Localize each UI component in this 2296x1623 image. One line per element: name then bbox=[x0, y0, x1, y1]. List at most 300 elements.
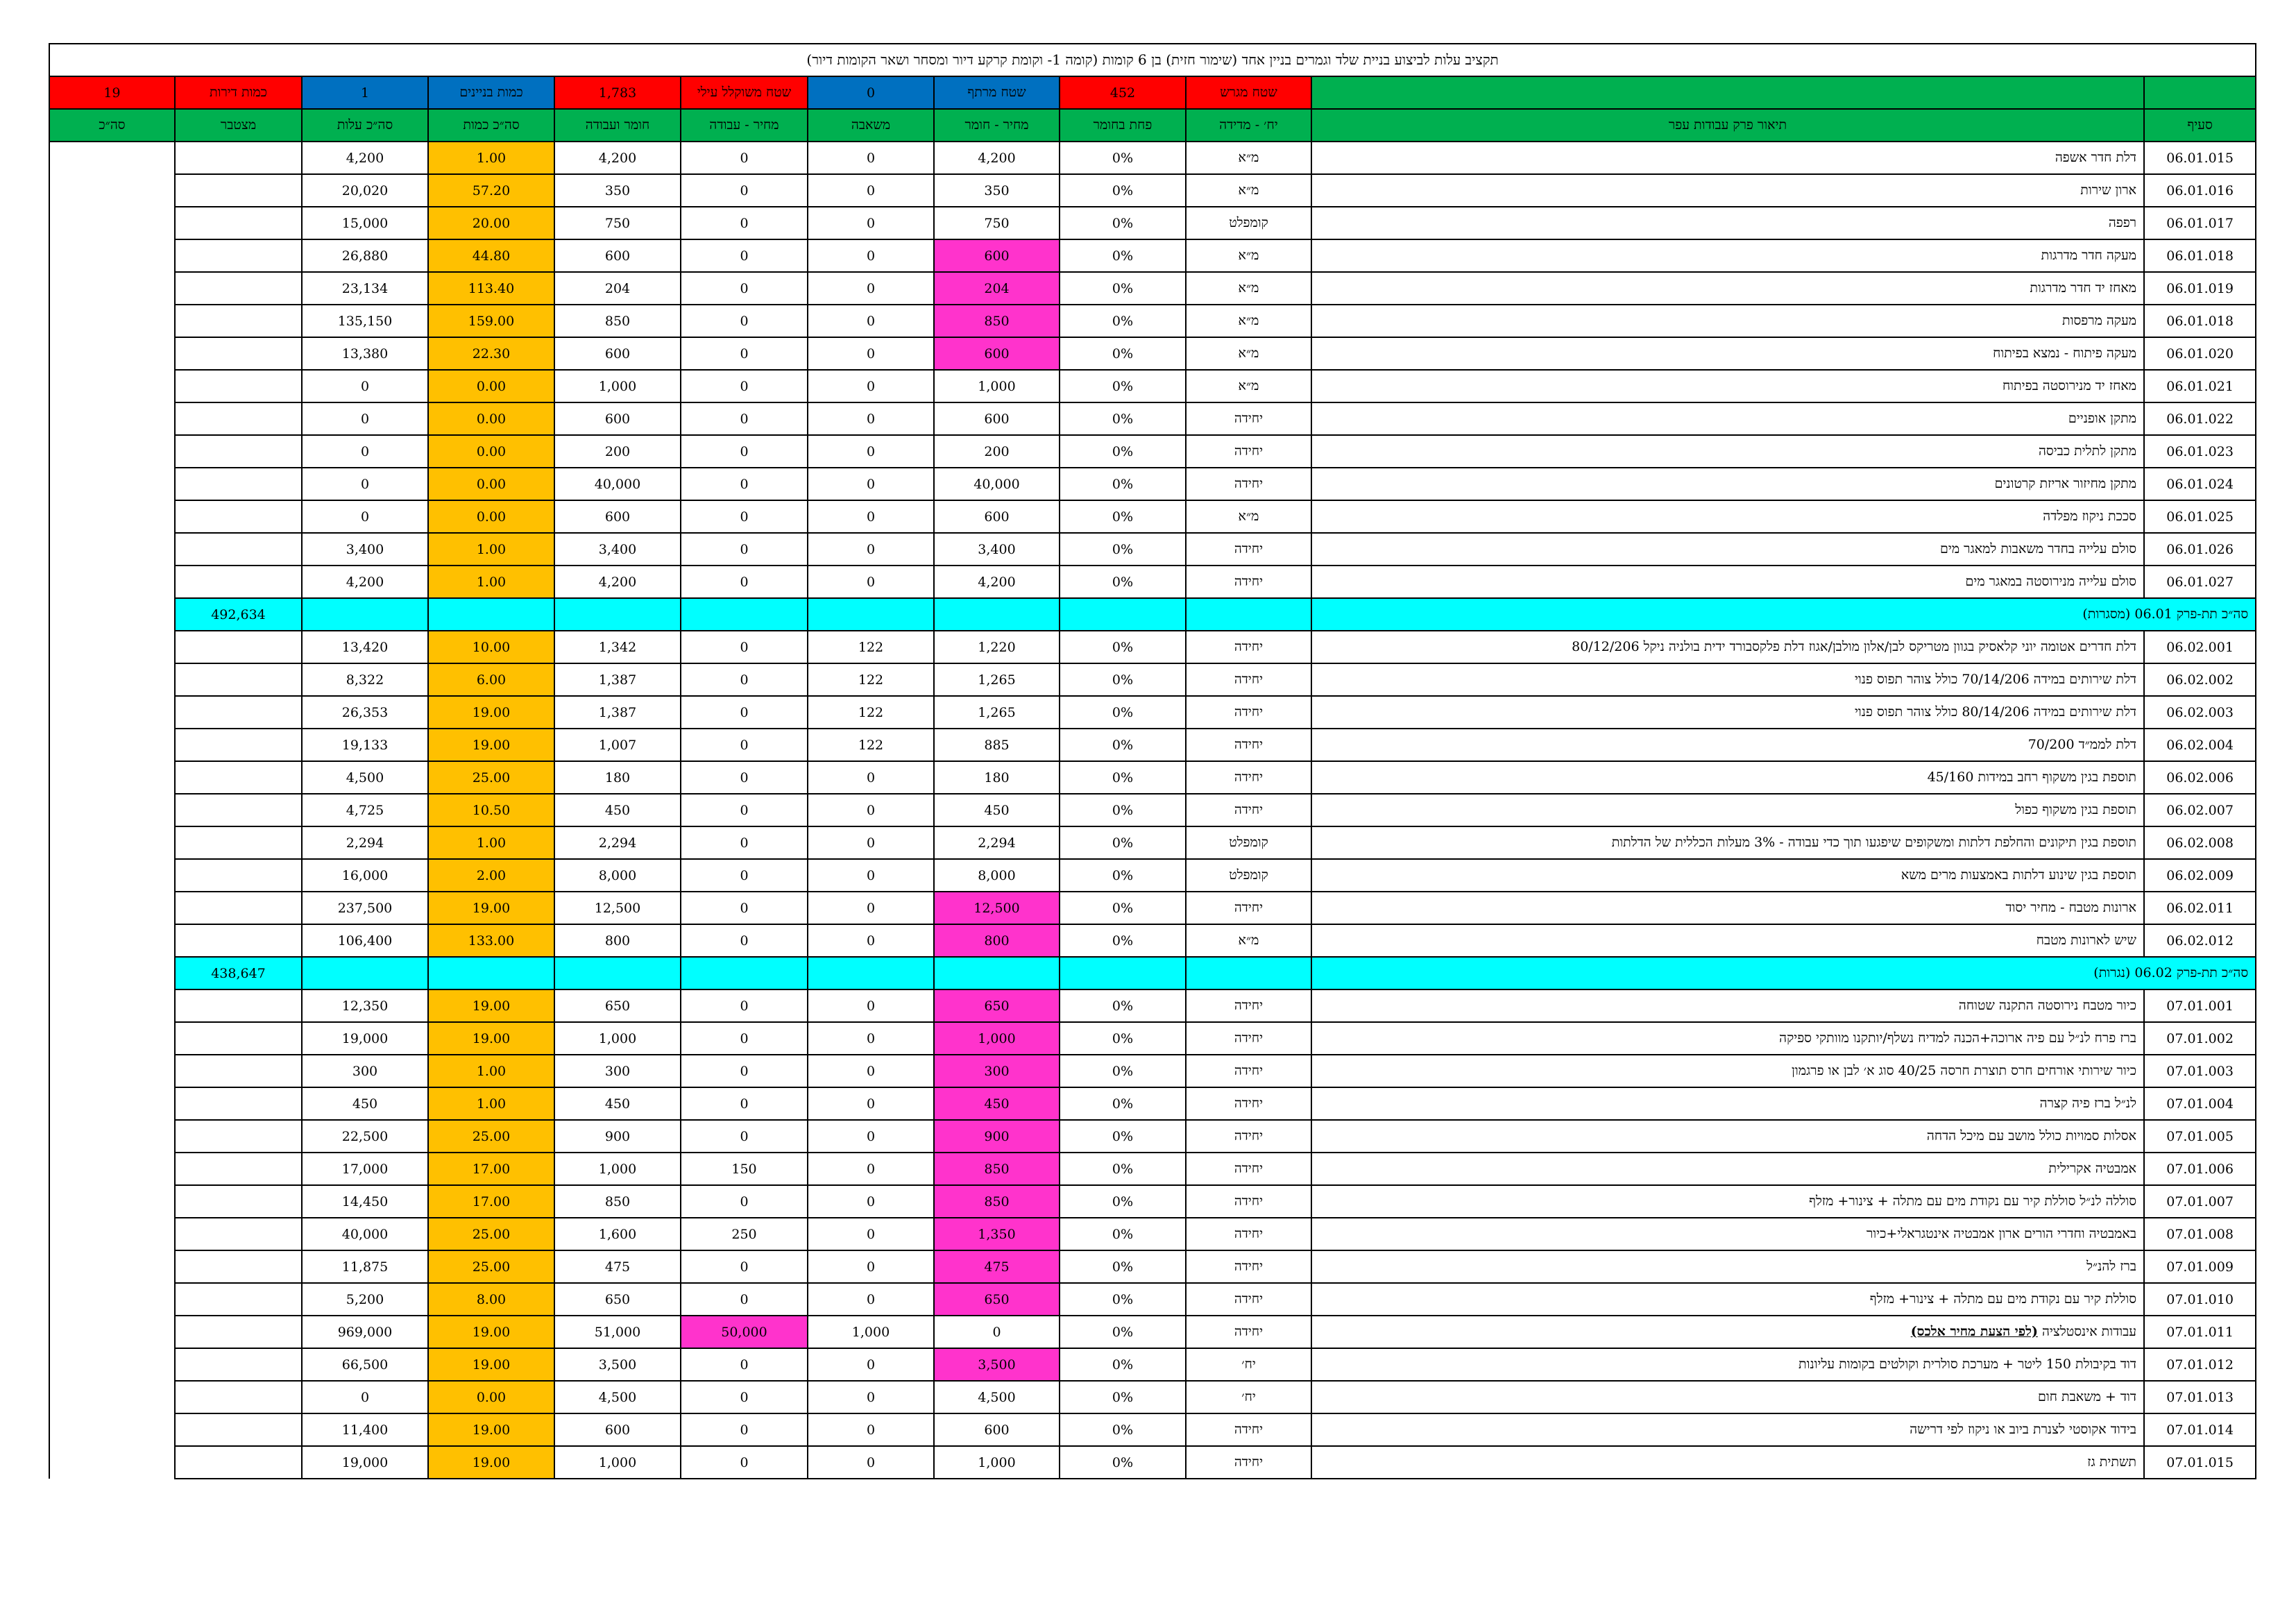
basement-area-label: שטח מרתף bbox=[934, 76, 1060, 109]
cell-waste: 0% bbox=[1060, 1250, 1186, 1283]
cell-pump: 0 bbox=[808, 468, 934, 500]
cell-total-cost: 11,875 bbox=[302, 1250, 428, 1283]
cell-labor-price: 0 bbox=[681, 1381, 808, 1413]
description-text: דלת לממ״ד 70/200 bbox=[2027, 737, 2136, 752]
col-header-total-cost: סה״כ עלות bbox=[302, 109, 428, 142]
cell-cumulative bbox=[175, 207, 302, 239]
cell-section-code: 07.01.008 bbox=[2144, 1218, 2256, 1250]
cell-material-price: 850 bbox=[934, 1153, 1060, 1185]
cell-description bbox=[1311, 1316, 2144, 1348]
cell-unit: מ״א bbox=[1186, 337, 1311, 370]
cell-pump: 0 bbox=[808, 826, 934, 859]
cell-cumulative bbox=[175, 337, 302, 370]
cell-waste: 0% bbox=[1060, 1022, 1186, 1055]
cell-section-code: 06.02.002 bbox=[2144, 663, 2256, 696]
cell-total bbox=[49, 566, 175, 598]
cell-total bbox=[49, 989, 175, 1022]
description-note: (לפי הצעת מחיר אלכס) bbox=[1910, 1324, 2038, 1339]
cell-section-code: 06.01.017 bbox=[2144, 207, 2256, 239]
subtotal-empty-cell bbox=[1060, 598, 1186, 631]
col-header-pump: משאבה bbox=[808, 109, 934, 142]
cell-pump: 0 bbox=[808, 1283, 934, 1316]
cell-description bbox=[1311, 989, 2144, 1022]
cell-total-cost: 3,400 bbox=[302, 533, 428, 566]
table-row bbox=[49, 1283, 2256, 1316]
cell-total bbox=[49, 1413, 175, 1446]
cell-section-code: 07.01.014 bbox=[2144, 1413, 2256, 1446]
col-header-description: תיאור פרק עבודות עפר bbox=[1311, 109, 2144, 142]
cell-pump: 0 bbox=[808, 305, 934, 337]
cell-pump: 0 bbox=[808, 1381, 934, 1413]
cell-description bbox=[1311, 174, 2144, 207]
weighted-area-value: 1,783 bbox=[554, 76, 681, 109]
cell-total-cost: 969,000 bbox=[302, 1316, 428, 1348]
cell-description bbox=[1311, 761, 2144, 794]
cell-material-price: 200 bbox=[934, 435, 1060, 468]
description-text: אסלות סמויות כולל מושב עם מיכל הדחה bbox=[1926, 1128, 2136, 1144]
cell-waste: 0% bbox=[1060, 500, 1186, 533]
description-text: מעקה חדר מדרגות bbox=[2041, 248, 2136, 263]
cell-material-labor: 350 bbox=[554, 174, 681, 207]
cell-unit: יחידה bbox=[1186, 533, 1311, 566]
cell-pump: 0 bbox=[808, 1218, 934, 1250]
description-text: סולם עלייה מנירוסטה במאגר מים bbox=[1965, 574, 2136, 589]
cell-description bbox=[1311, 826, 2144, 859]
cell-material-labor: 3,400 bbox=[554, 533, 681, 566]
cell-cumulative bbox=[175, 761, 302, 794]
cell-description bbox=[1311, 663, 2144, 696]
cell-cumulative bbox=[175, 142, 302, 174]
cell-cumulative bbox=[175, 174, 302, 207]
cell-cumulative bbox=[175, 794, 302, 826]
table-row bbox=[49, 1316, 2256, 1348]
cell-material-labor: 51,000 bbox=[554, 1316, 681, 1348]
cell-total bbox=[49, 1446, 175, 1479]
cell-quantity: 19.00 bbox=[428, 1316, 554, 1348]
cell-waste: 0% bbox=[1060, 761, 1186, 794]
cell-cumulative bbox=[175, 924, 302, 957]
cell-pump: 0 bbox=[808, 207, 934, 239]
cell-cumulative bbox=[175, 631, 302, 663]
cell-cumulative: 492,634 bbox=[175, 598, 302, 631]
description-text: מעקה מרפסות bbox=[2062, 313, 2136, 328]
cell-total bbox=[49, 402, 175, 435]
cell-total bbox=[49, 305, 175, 337]
description-text: מתקן לתלית כביסה bbox=[2038, 443, 2136, 459]
cell-section-code: 06.02.004 bbox=[2144, 729, 2256, 761]
budget-sheet bbox=[49, 43, 2255, 1556]
cell-cumulative bbox=[175, 892, 302, 924]
col-header-section: סעיף bbox=[2144, 109, 2256, 142]
description-text: תוספת בגין משקוף רחב במידות 45/160 bbox=[1927, 770, 2136, 785]
description-text: דלת חדרים אטומה יוני קלאסיק בגוון מטריקס לבן/אלון מולבן/אגוז דלת פלקסבורד ידית בולניה ניקל 80/12/206 bbox=[1572, 639, 2136, 654]
subtotal-label: סה״כ תת-פרק 06.01 (מסגרות) bbox=[1311, 598, 2256, 631]
cell-quantity: 8.00 bbox=[428, 1283, 554, 1316]
cell-material-price: 600 bbox=[934, 337, 1060, 370]
cell-pump: 0 bbox=[808, 1446, 934, 1479]
description-text: כיור שירותי אורחים חרס תוצרת חרסה 40/25 סוג א׳ לבן או פרגמון bbox=[1792, 1063, 2136, 1078]
cell-total bbox=[49, 957, 175, 989]
cell-section-code: 06.01.021 bbox=[2144, 370, 2256, 402]
cell-quantity: 10.50 bbox=[428, 794, 554, 826]
cell-unit: יחידה bbox=[1186, 1446, 1311, 1479]
cell-material-labor: 204 bbox=[554, 272, 681, 305]
cell-description bbox=[1311, 631, 2144, 663]
table-row bbox=[49, 239, 2256, 272]
description-text: באמבטיה וחדרי הורים ארון אמבטיה אינטגראלי+כיור bbox=[1866, 1226, 2136, 1241]
cell-pump: 0 bbox=[808, 337, 934, 370]
cell-unit: יחידה bbox=[1186, 402, 1311, 435]
cell-labor-price: 0 bbox=[681, 1250, 808, 1283]
cell-total-cost: 19,133 bbox=[302, 729, 428, 761]
cell-pump: 0 bbox=[808, 892, 934, 924]
cell-pump: 0 bbox=[808, 1120, 934, 1153]
cell-total-cost: 19,000 bbox=[302, 1446, 428, 1479]
cell-pump: 0 bbox=[808, 794, 934, 826]
cell-material-price: 450 bbox=[934, 1087, 1060, 1120]
cell-total-cost: 17,000 bbox=[302, 1153, 428, 1185]
cell-cumulative bbox=[175, 1218, 302, 1250]
column-header-row bbox=[49, 109, 2256, 142]
cell-cumulative bbox=[175, 1153, 302, 1185]
cell-total-cost: 0 bbox=[302, 435, 428, 468]
cell-quantity: 20.00 bbox=[428, 207, 554, 239]
subtotal-empty-cell bbox=[302, 598, 428, 631]
table-row bbox=[49, 826, 2256, 859]
cell-quantity: 19.00 bbox=[428, 1446, 554, 1479]
cell-section-code: 06.02.008 bbox=[2144, 826, 2256, 859]
cell-material-labor: 1,000 bbox=[554, 370, 681, 402]
cell-labor-price: 250 bbox=[681, 1218, 808, 1250]
cell-material-price: 600 bbox=[934, 239, 1060, 272]
cell-quantity: 25.00 bbox=[428, 1218, 554, 1250]
cell-material-price: 475 bbox=[934, 1250, 1060, 1283]
cell-description bbox=[1311, 272, 2144, 305]
cell-unit: קומפלט bbox=[1186, 826, 1311, 859]
cell-total bbox=[49, 1120, 175, 1153]
description-text: שיש לארונות מטבח bbox=[2036, 933, 2136, 948]
cell-waste: 0% bbox=[1060, 468, 1186, 500]
cell-material-price: 850 bbox=[934, 305, 1060, 337]
cell-quantity: 0.00 bbox=[428, 402, 554, 435]
description-text: בידוד אקוסטי לצנרת ביוב או ניקוז לפי דרישה bbox=[1910, 1422, 2136, 1437]
cell-pump: 0 bbox=[808, 566, 934, 598]
cell-quantity: 19.00 bbox=[428, 1022, 554, 1055]
description-text: מתקן מחיזור אריזת קרטונים bbox=[1994, 476, 2136, 491]
cell-unit: יחידה bbox=[1186, 1218, 1311, 1250]
cell-waste: 0% bbox=[1060, 207, 1186, 239]
cell-section-code: 06.02.007 bbox=[2144, 794, 2256, 826]
col-header-waste: פחת בחומר bbox=[1060, 109, 1186, 142]
cell-material-labor: 650 bbox=[554, 989, 681, 1022]
cell-material-labor: 1,600 bbox=[554, 1218, 681, 1250]
cell-total bbox=[49, 272, 175, 305]
cell-cumulative bbox=[175, 1120, 302, 1153]
cell-waste: 0% bbox=[1060, 924, 1186, 957]
cell-material-price: 0 bbox=[934, 1316, 1060, 1348]
cell-material-price: 1,265 bbox=[934, 663, 1060, 696]
cell-material-labor: 1,387 bbox=[554, 696, 681, 729]
cell-waste: 0% bbox=[1060, 859, 1186, 892]
description-text: ברז פרח לנ״ל עם פיה ארוכה+הכנה למדיח נשלף/יותקנו מוותקי ספיקה bbox=[1779, 1030, 2136, 1046]
description-text: לנ״ל ברז פיה קצרה bbox=[2039, 1096, 2136, 1111]
cell-material-labor: 2,294 bbox=[554, 826, 681, 859]
cell-total bbox=[49, 924, 175, 957]
cell-waste: 0% bbox=[1060, 696, 1186, 729]
cell-material-labor: 300 bbox=[554, 1055, 681, 1087]
cell-section-code: 07.01.012 bbox=[2144, 1348, 2256, 1381]
cell-section-code: 07.01.011 bbox=[2144, 1316, 2256, 1348]
cell-cumulative bbox=[175, 370, 302, 402]
cell-quantity: 2.00 bbox=[428, 859, 554, 892]
cell-total-cost: 23,134 bbox=[302, 272, 428, 305]
cell-cumulative bbox=[175, 1283, 302, 1316]
cell-material-labor: 1,342 bbox=[554, 631, 681, 663]
cell-section-code: 07.01.015 bbox=[2144, 1446, 2256, 1479]
cell-labor-price: 0 bbox=[681, 859, 808, 892]
description-text: עבודות אינסטלציה bbox=[2037, 1324, 2136, 1339]
description-text: דלת חדר אשפה bbox=[2055, 150, 2136, 165]
table-row bbox=[49, 892, 2256, 924]
cell-total-cost: 4,500 bbox=[302, 761, 428, 794]
cell-material-labor: 650 bbox=[554, 1283, 681, 1316]
cell-pump: 0 bbox=[808, 761, 934, 794]
cell-quantity: 0.00 bbox=[428, 370, 554, 402]
cell-pump: 0 bbox=[808, 370, 934, 402]
table-row bbox=[49, 500, 2256, 533]
cell-total bbox=[49, 663, 175, 696]
cell-waste: 0% bbox=[1060, 1087, 1186, 1120]
cell-total bbox=[49, 826, 175, 859]
cell-unit: מ״א bbox=[1186, 272, 1311, 305]
cell-unit: יחידה bbox=[1186, 729, 1311, 761]
cell-unit: יחידה bbox=[1186, 989, 1311, 1022]
cell-unit: יחידה bbox=[1186, 696, 1311, 729]
description-text: תשתית גז bbox=[2087, 1454, 2136, 1470]
cell-pump: 0 bbox=[808, 1348, 934, 1381]
cell-material-price: 600 bbox=[934, 402, 1060, 435]
table-row bbox=[49, 174, 2256, 207]
cell-total-cost: 300 bbox=[302, 1055, 428, 1087]
subtotal-row bbox=[49, 598, 2256, 631]
cell-cumulative bbox=[175, 1250, 302, 1283]
cell-total bbox=[49, 500, 175, 533]
cell-waste: 0% bbox=[1060, 533, 1186, 566]
cell-section-code: 06.01.025 bbox=[2144, 500, 2256, 533]
cell-waste: 0% bbox=[1060, 729, 1186, 761]
cell-cumulative bbox=[175, 1413, 302, 1446]
cell-total-cost: 0 bbox=[302, 468, 428, 500]
description-text: מעקה פיתוח - נמצא בפיתוח bbox=[1993, 346, 2136, 361]
cell-cumulative: 438,647 bbox=[175, 957, 302, 989]
cell-total bbox=[49, 142, 175, 174]
cell-material-price: 8,000 bbox=[934, 859, 1060, 892]
description-text: מאחז יד חדר מדרגות bbox=[2030, 280, 2136, 296]
table-row bbox=[49, 402, 2256, 435]
cell-description bbox=[1311, 566, 2144, 598]
cell-quantity: 19.00 bbox=[428, 1413, 554, 1446]
cell-labor-price: 0 bbox=[681, 239, 808, 272]
cell-total-cost: 11,400 bbox=[302, 1413, 428, 1446]
plot-area-label: שטח מגרש bbox=[1186, 76, 1311, 109]
cell-labor-price: 0 bbox=[681, 729, 808, 761]
cell-quantity: 44.80 bbox=[428, 239, 554, 272]
cell-section-code: 06.01.024 bbox=[2144, 468, 2256, 500]
cell-total-cost: 14,450 bbox=[302, 1185, 428, 1218]
plot-area-value: 452 bbox=[1060, 76, 1186, 109]
cell-description bbox=[1311, 337, 2144, 370]
cell-waste: 0% bbox=[1060, 370, 1186, 402]
cell-material-price: 600 bbox=[934, 1413, 1060, 1446]
cell-unit: יחידה bbox=[1186, 1153, 1311, 1185]
cell-unit: יחידה bbox=[1186, 663, 1311, 696]
cell-total-cost: 106,400 bbox=[302, 924, 428, 957]
cell-description bbox=[1311, 1413, 2144, 1446]
cell-unit: יחידה bbox=[1186, 1283, 1311, 1316]
cell-description bbox=[1311, 1218, 2144, 1250]
table-row bbox=[49, 1022, 2256, 1055]
cell-unit: מ״א bbox=[1186, 239, 1311, 272]
cell-quantity: 19.00 bbox=[428, 1348, 554, 1381]
cell-material-labor: 450 bbox=[554, 1087, 681, 1120]
cell-quantity: 0.00 bbox=[428, 435, 554, 468]
description-text: ארון שירות bbox=[2080, 182, 2136, 198]
description-text: סולם עלייה בחדר משאבות למאגר מים bbox=[1940, 541, 2136, 556]
cell-section-code: 07.01.003 bbox=[2144, 1055, 2256, 1087]
cell-material-labor: 1,000 bbox=[554, 1446, 681, 1479]
budget-table bbox=[49, 43, 2256, 1479]
cell-quantity: 19.00 bbox=[428, 989, 554, 1022]
table-row bbox=[49, 794, 2256, 826]
cell-waste: 0% bbox=[1060, 566, 1186, 598]
cell-material-price: 40,000 bbox=[934, 468, 1060, 500]
cell-material-labor: 600 bbox=[554, 402, 681, 435]
cell-cumulative bbox=[175, 272, 302, 305]
cell-material-labor: 1,000 bbox=[554, 1022, 681, 1055]
cell-description bbox=[1311, 1185, 2144, 1218]
cell-material-labor: 600 bbox=[554, 500, 681, 533]
cell-waste: 0% bbox=[1060, 402, 1186, 435]
cell-unit: מ״א bbox=[1186, 305, 1311, 337]
table-row bbox=[49, 1120, 2256, 1153]
cell-total bbox=[49, 598, 175, 631]
cell-unit: מ״א bbox=[1186, 924, 1311, 957]
cell-total-cost: 13,420 bbox=[302, 631, 428, 663]
cell-total bbox=[49, 1316, 175, 1348]
cell-total bbox=[49, 794, 175, 826]
cell-pump: 0 bbox=[808, 500, 934, 533]
cell-section-code: 06.02.001 bbox=[2144, 631, 2256, 663]
description-text: דוד בקיבולת 150 ליטר + מערכת סולרית וקולטים בקומות עליונות bbox=[1798, 1357, 2136, 1372]
cell-material-price: 300 bbox=[934, 1055, 1060, 1087]
cell-cumulative bbox=[175, 435, 302, 468]
cell-section-code: 06.01.018 bbox=[2144, 305, 2256, 337]
cell-material-price: 800 bbox=[934, 924, 1060, 957]
cell-unit: יחידה bbox=[1186, 1087, 1311, 1120]
table-row bbox=[49, 1413, 2256, 1446]
cell-unit: מ״א bbox=[1186, 370, 1311, 402]
cell-cumulative bbox=[175, 696, 302, 729]
cell-quantity: 19.00 bbox=[428, 729, 554, 761]
cell-material-labor: 600 bbox=[554, 337, 681, 370]
weighted-area-label: שטח משוקלל עילי bbox=[681, 76, 808, 109]
cell-total bbox=[49, 174, 175, 207]
cell-labor-price: 0 bbox=[681, 1120, 808, 1153]
cell-material-labor: 8,000 bbox=[554, 859, 681, 892]
cell-material-labor: 12,500 bbox=[554, 892, 681, 924]
cell-description bbox=[1311, 1120, 2144, 1153]
cell-section-code: 07.01.007 bbox=[2144, 1185, 2256, 1218]
cell-material-labor: 3,500 bbox=[554, 1348, 681, 1381]
cell-section-code: 07.01.001 bbox=[2144, 989, 2256, 1022]
cell-section-code: 06.01.018 bbox=[2144, 239, 2256, 272]
cell-total-cost: 5,200 bbox=[302, 1283, 428, 1316]
cell-cumulative bbox=[175, 826, 302, 859]
table-row bbox=[49, 859, 2256, 892]
cell-quantity: 22.30 bbox=[428, 337, 554, 370]
cell-labor-price: 0 bbox=[681, 468, 808, 500]
cell-labor-price: 0 bbox=[681, 533, 808, 566]
cell-cumulative bbox=[175, 729, 302, 761]
table-row bbox=[49, 207, 2256, 239]
description-text: תוספת בגין שינוע דלתות באמצעות מרים משא bbox=[1900, 867, 2136, 883]
cell-unit: מ״א bbox=[1186, 500, 1311, 533]
cell-material-price: 4,200 bbox=[934, 142, 1060, 174]
cell-section-code: 06.02.009 bbox=[2144, 859, 2256, 892]
cell-total bbox=[49, 729, 175, 761]
cell-pump: 122 bbox=[808, 696, 934, 729]
cell-total bbox=[49, 859, 175, 892]
subtotal-empty-cell bbox=[934, 957, 1060, 989]
cell-waste: 0% bbox=[1060, 305, 1186, 337]
cell-cumulative bbox=[175, 1316, 302, 1348]
cell-labor-price: 0 bbox=[681, 1283, 808, 1316]
cell-total-cost: 4,200 bbox=[302, 566, 428, 598]
cell-cumulative bbox=[175, 1348, 302, 1381]
cell-material-labor: 4,200 bbox=[554, 142, 681, 174]
cell-description bbox=[1311, 1381, 2144, 1413]
cell-pump: 0 bbox=[808, 989, 934, 1022]
title-row bbox=[49, 44, 2256, 76]
table-row bbox=[49, 272, 2256, 305]
cell-total bbox=[49, 1055, 175, 1087]
subtotal-empty-cell bbox=[808, 957, 934, 989]
cell-unit: יחידה bbox=[1186, 794, 1311, 826]
cell-quantity: 6.00 bbox=[428, 663, 554, 696]
cell-total-cost: 22,500 bbox=[302, 1120, 428, 1153]
cell-labor-price: 0 bbox=[681, 826, 808, 859]
cell-material-price: 4,200 bbox=[934, 566, 1060, 598]
description-text: סוללת קיר עם נקודת מים עם מתלה + צינור+ מזלף bbox=[1869, 1291, 2136, 1307]
cell-pump: 0 bbox=[808, 924, 934, 957]
cell-total-cost: 26,353 bbox=[302, 696, 428, 729]
cell-material-price: 600 bbox=[934, 500, 1060, 533]
description-text: תוספת בגין משקוף כפול bbox=[2015, 802, 2136, 817]
cell-waste: 0% bbox=[1060, 1120, 1186, 1153]
col-header-unit: יח׳ - מדידה bbox=[1186, 109, 1311, 142]
cell-labor-price: 0 bbox=[681, 1185, 808, 1218]
cell-quantity: 10.00 bbox=[428, 631, 554, 663]
cell-unit: יחידה bbox=[1186, 761, 1311, 794]
cell-material-labor: 850 bbox=[554, 1185, 681, 1218]
cell-total bbox=[49, 1218, 175, 1250]
cell-quantity: 133.00 bbox=[428, 924, 554, 957]
cell-description bbox=[1311, 142, 2144, 174]
cell-labor-price: 50,000 bbox=[681, 1316, 808, 1348]
cell-quantity: 25.00 bbox=[428, 1250, 554, 1283]
cell-waste: 0% bbox=[1060, 631, 1186, 663]
cell-waste: 0% bbox=[1060, 435, 1186, 468]
